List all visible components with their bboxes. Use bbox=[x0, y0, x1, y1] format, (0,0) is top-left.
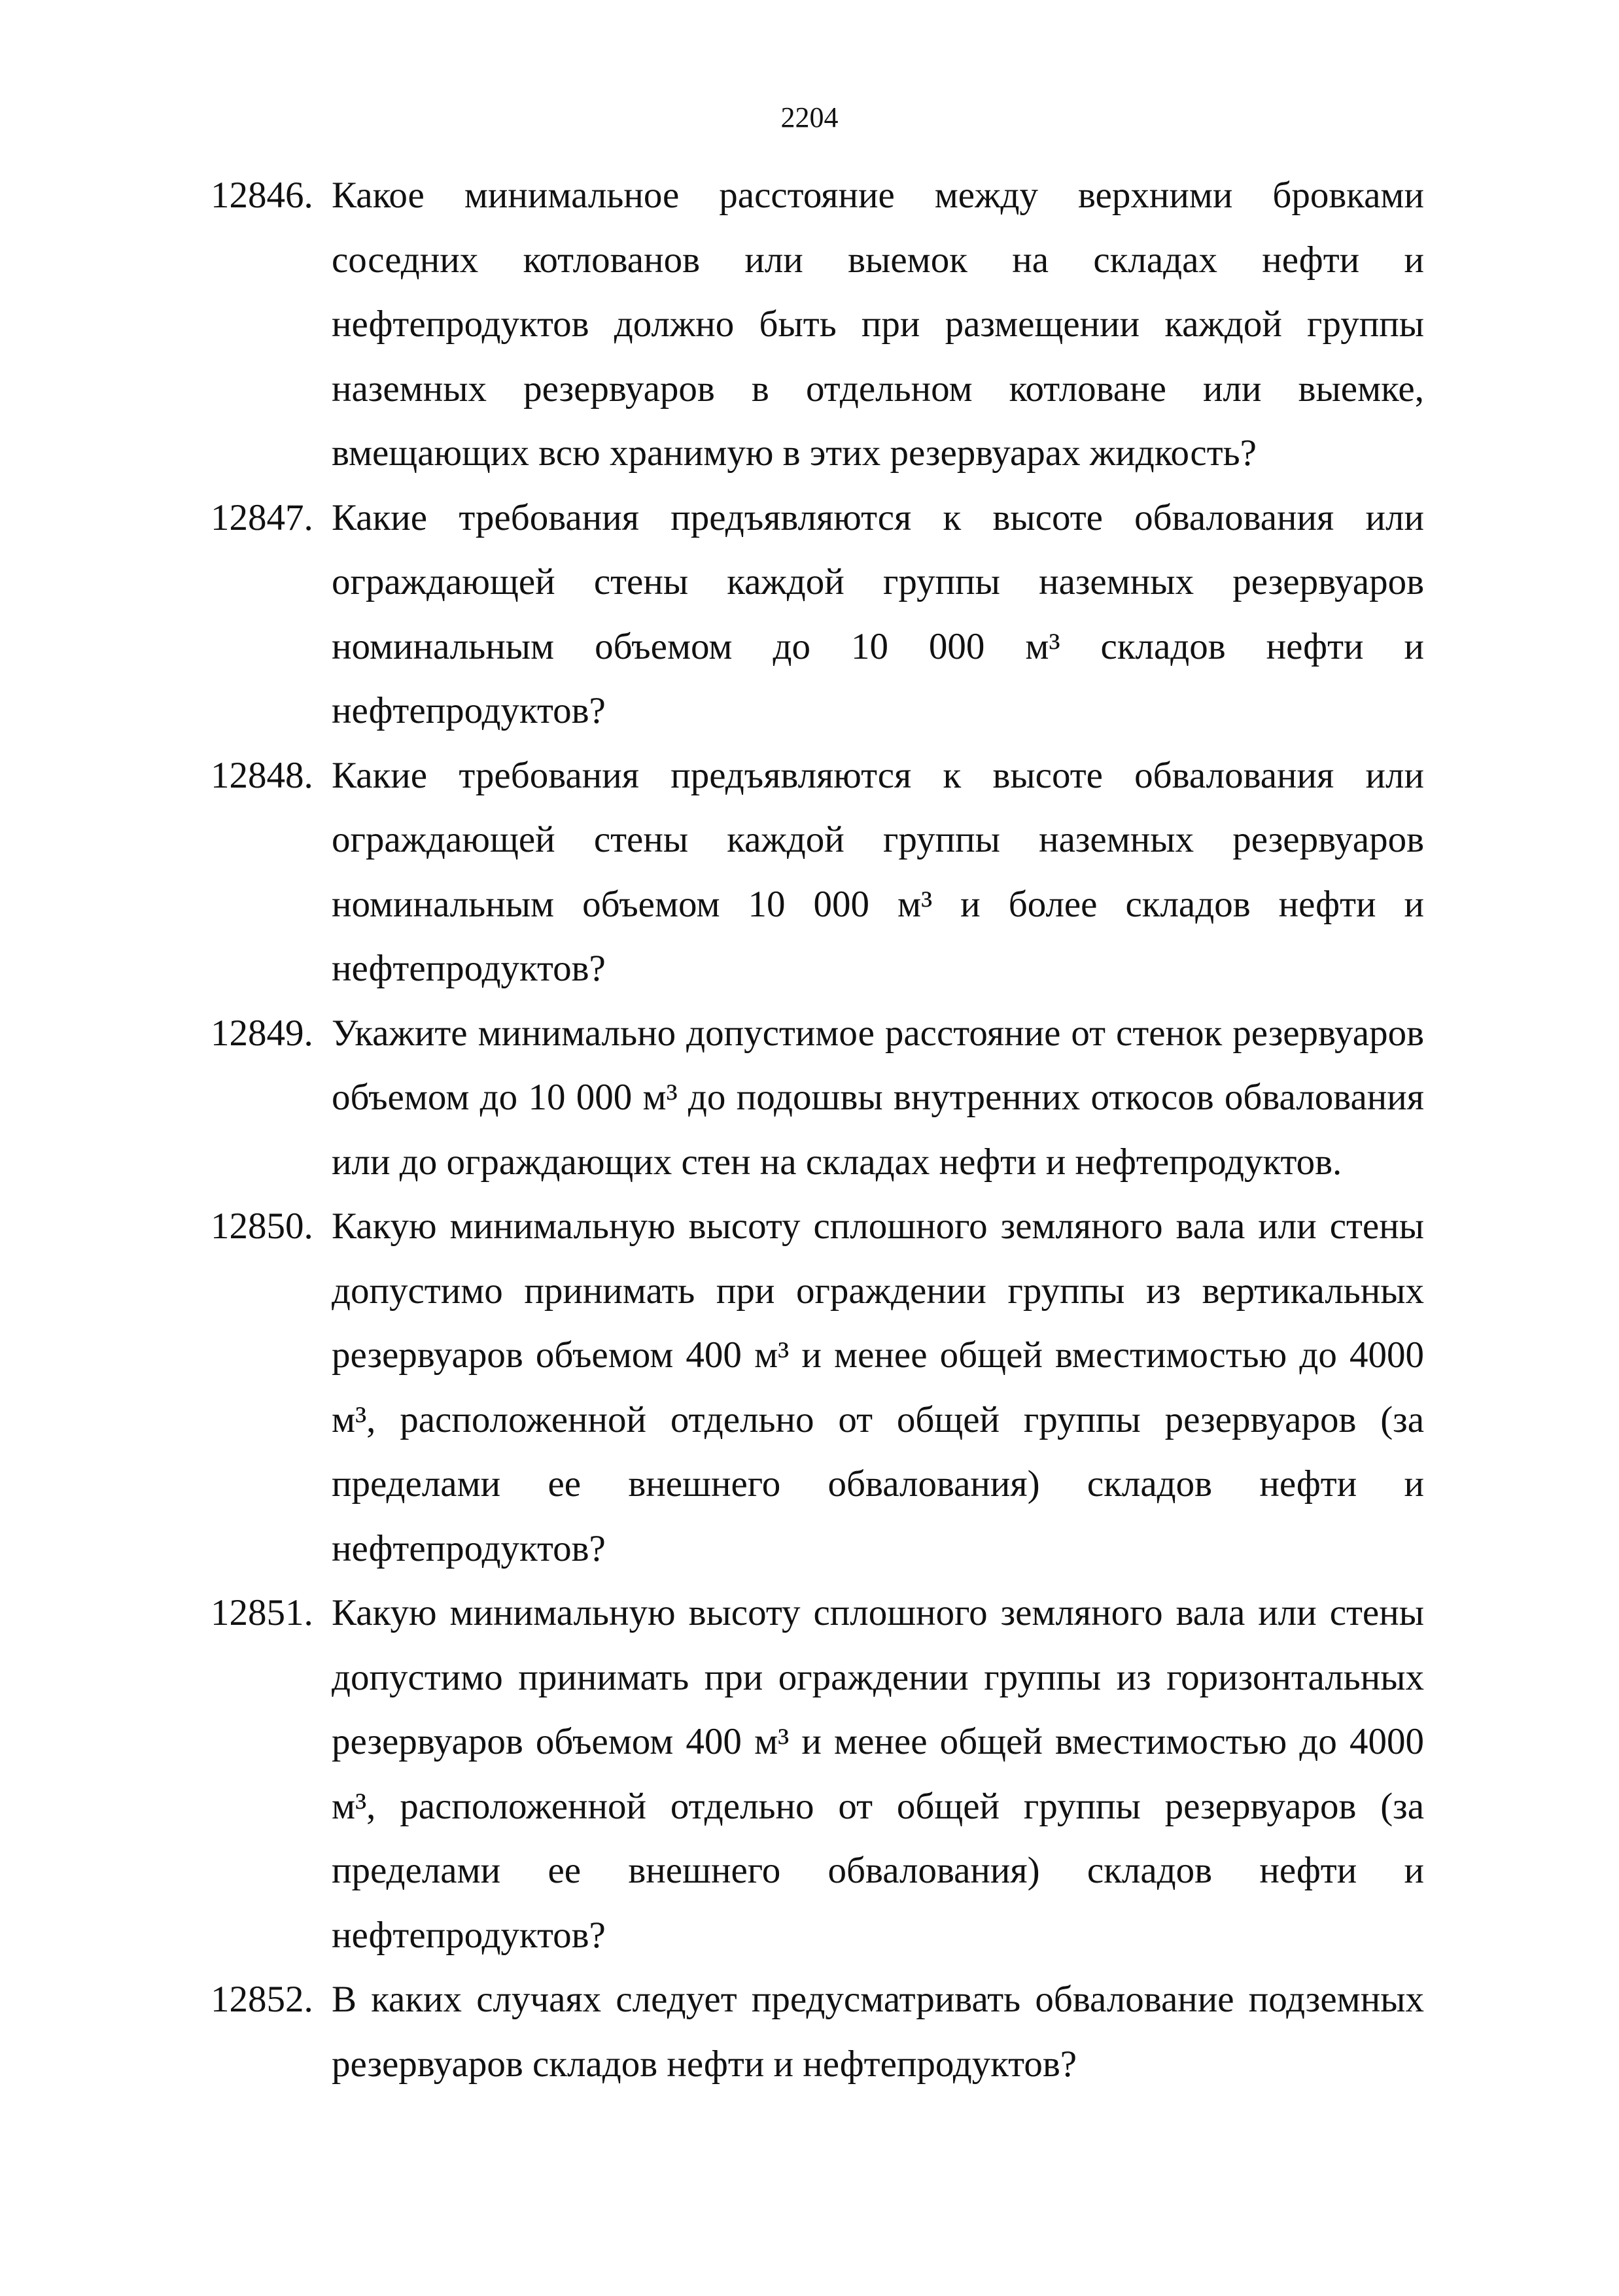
question-item bbox=[211, 1968, 1424, 2096]
question-item bbox=[211, 164, 1424, 486]
question-number: 12846. bbox=[211, 175, 313, 216]
question-item bbox=[211, 1194, 1424, 1581]
question-item bbox=[211, 1581, 1424, 1968]
question-number: 12852. bbox=[211, 1979, 313, 2020]
question-number: 12847. bbox=[211, 496, 313, 538]
question-item bbox=[211, 1001, 1424, 1195]
question-text: Какие требования предъявляются к высоте обвалования или ограждающей стены каждой группы наземных резервуаров номинальным объемом 10 000 м³ и более складов нефти и нефтепродуктов? bbox=[332, 754, 1424, 989]
question-item bbox=[211, 486, 1424, 744]
question-text: Какую минимальную высоту сплошного земляного вала или стены допустимо принимать при ограждении группы из вертикальных резервуаров объемом 400 м³ и менее общей вместимостью до 4000 м³, расположенной отдельно от общей группы резервуаров (за пределами ее внешнего обвалования) складов нефти и нефтепродуктов? bbox=[332, 1206, 1424, 1569]
question-number: 12849. bbox=[211, 1012, 313, 1054]
question-item bbox=[211, 744, 1424, 1001]
question-text: Какую минимальную высоту сплошного земляного вала или стены допустимо принимать при ограждении группы из горизонтальных резервуаров объемом 400 м³ и менее общей вместимостью до 4000 м³, расположенной отдельно от общей группы резервуаров (за пределами ее внешнего обвалования) складов нефти и нефтепродуктов? bbox=[332, 1592, 1424, 1956]
question-text: Укажите минимально допустимое расстояние от стенок резервуаров объемом до 10 000 м³ до подошвы внутренних откосов обвалования или до ограждающих стен на складах нефти и нефтепродуктов. bbox=[332, 1012, 1424, 1183]
question-number: 12850. bbox=[211, 1206, 313, 1247]
question-number: 12848. bbox=[211, 754, 313, 796]
question-list bbox=[211, 164, 1424, 2096]
question-text: В каких случаях следует предусматривать обвалование подземных резервуаров складов нефти и нефтепродуктов? bbox=[332, 1979, 1424, 2085]
page-number: 2204 bbox=[780, 101, 839, 133]
question-text: Какое минимальное расстояние между верхними бровками соседних котлованов или выемок на складах нефти и нефтепродуктов должно быть при размещении каждой группы наземных резервуаров в отдельном котловане или выемке, вмещающих всю хранимую в этих резервуарах жидкость? bbox=[332, 175, 1424, 474]
question-number: 12851. bbox=[211, 1592, 313, 1633]
question-text: Какие требования предъявляются к высоте обвалования или ограждающей стены каждой группы наземных резервуаров номинальным объемом до 10 000 м³ складов нефти и нефтепродуктов? bbox=[332, 496, 1424, 731]
